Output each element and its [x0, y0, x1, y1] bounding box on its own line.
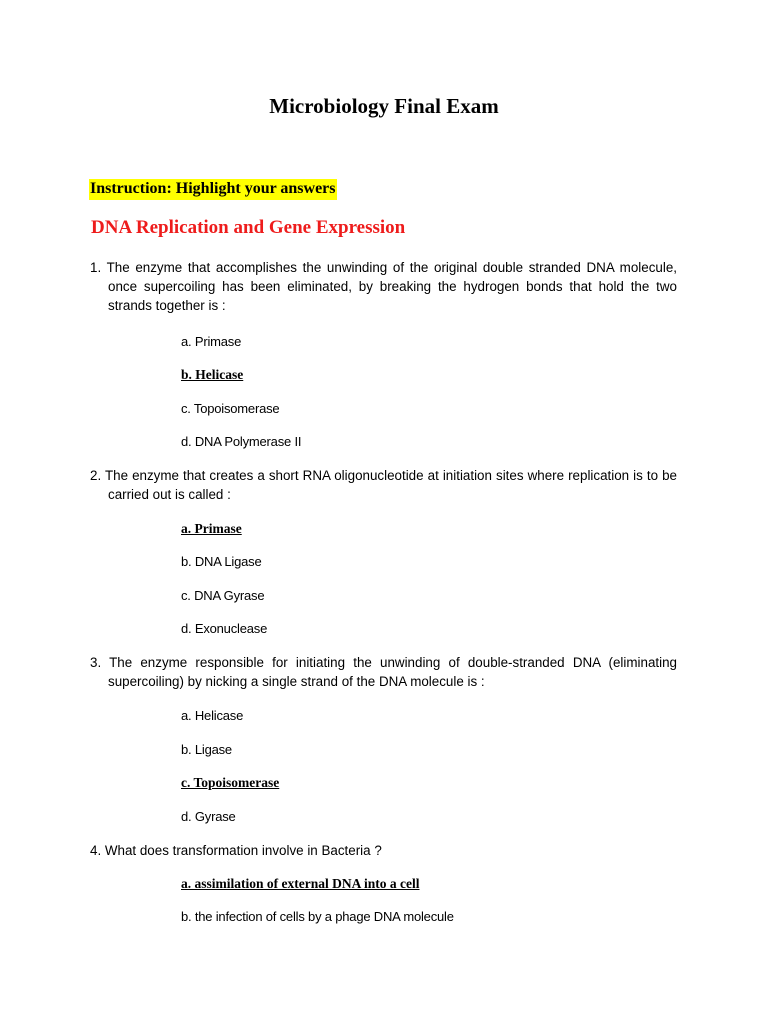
- question-1: 1. The enzyme that accomplishes the unwinding of the original double stranded DNA molecule, once supercoiling has been eliminated, by breaking the hydrogen bonds that hold the two strands together is :: [90, 260, 677, 313]
- q2-option-b: b. DNA Ligase: [181, 554, 262, 569]
- q2-option-a-answer: a. Primase: [181, 521, 242, 536]
- q4-option-b: b. the infection of cells by a phage DNA molecule: [181, 909, 454, 924]
- q1-option-d: d. DNA Polymerase II: [181, 434, 302, 449]
- q1-option-a: a. Primase: [181, 334, 242, 349]
- q2-option-c: c. DNA Gyrase: [181, 588, 265, 603]
- q3-option-d: d. Gyrase: [181, 809, 236, 824]
- q4-option-a-answer: a. assimilation of external DNA into a cell: [181, 876, 420, 891]
- question-3: 3. The enzyme responsible for initiating the unwinding of double-stranded DNA (eliminating supercoiling) by nicking a single strand of the DNA molecule is :: [90, 655, 677, 689]
- section-heading: DNA Replication and Gene Expression: [91, 217, 406, 238]
- q3-option-b: b. Ligase: [181, 742, 232, 757]
- question-2: 2. The enzyme that creates a short RNA oligonucleotide at initiation sites where replication is to be carried out is called :: [90, 468, 677, 502]
- q1-option-c: c. Topoisomerase: [181, 401, 280, 416]
- document-title: Microbiology Final Exam: [269, 94, 499, 118]
- q3-option-c-answer: c. Topoisomerase: [181, 775, 280, 790]
- instruction-text: Instruction: Highlight your answers: [89, 179, 337, 200]
- question-4: 4. What does transformation involve in Bacteria ?: [90, 843, 382, 858]
- q2-option-d: d. Exonuclease: [181, 621, 268, 636]
- q1-option-b-answer: b. Helicase: [181, 367, 244, 382]
- q3-option-a: a. Helicase: [181, 708, 244, 723]
